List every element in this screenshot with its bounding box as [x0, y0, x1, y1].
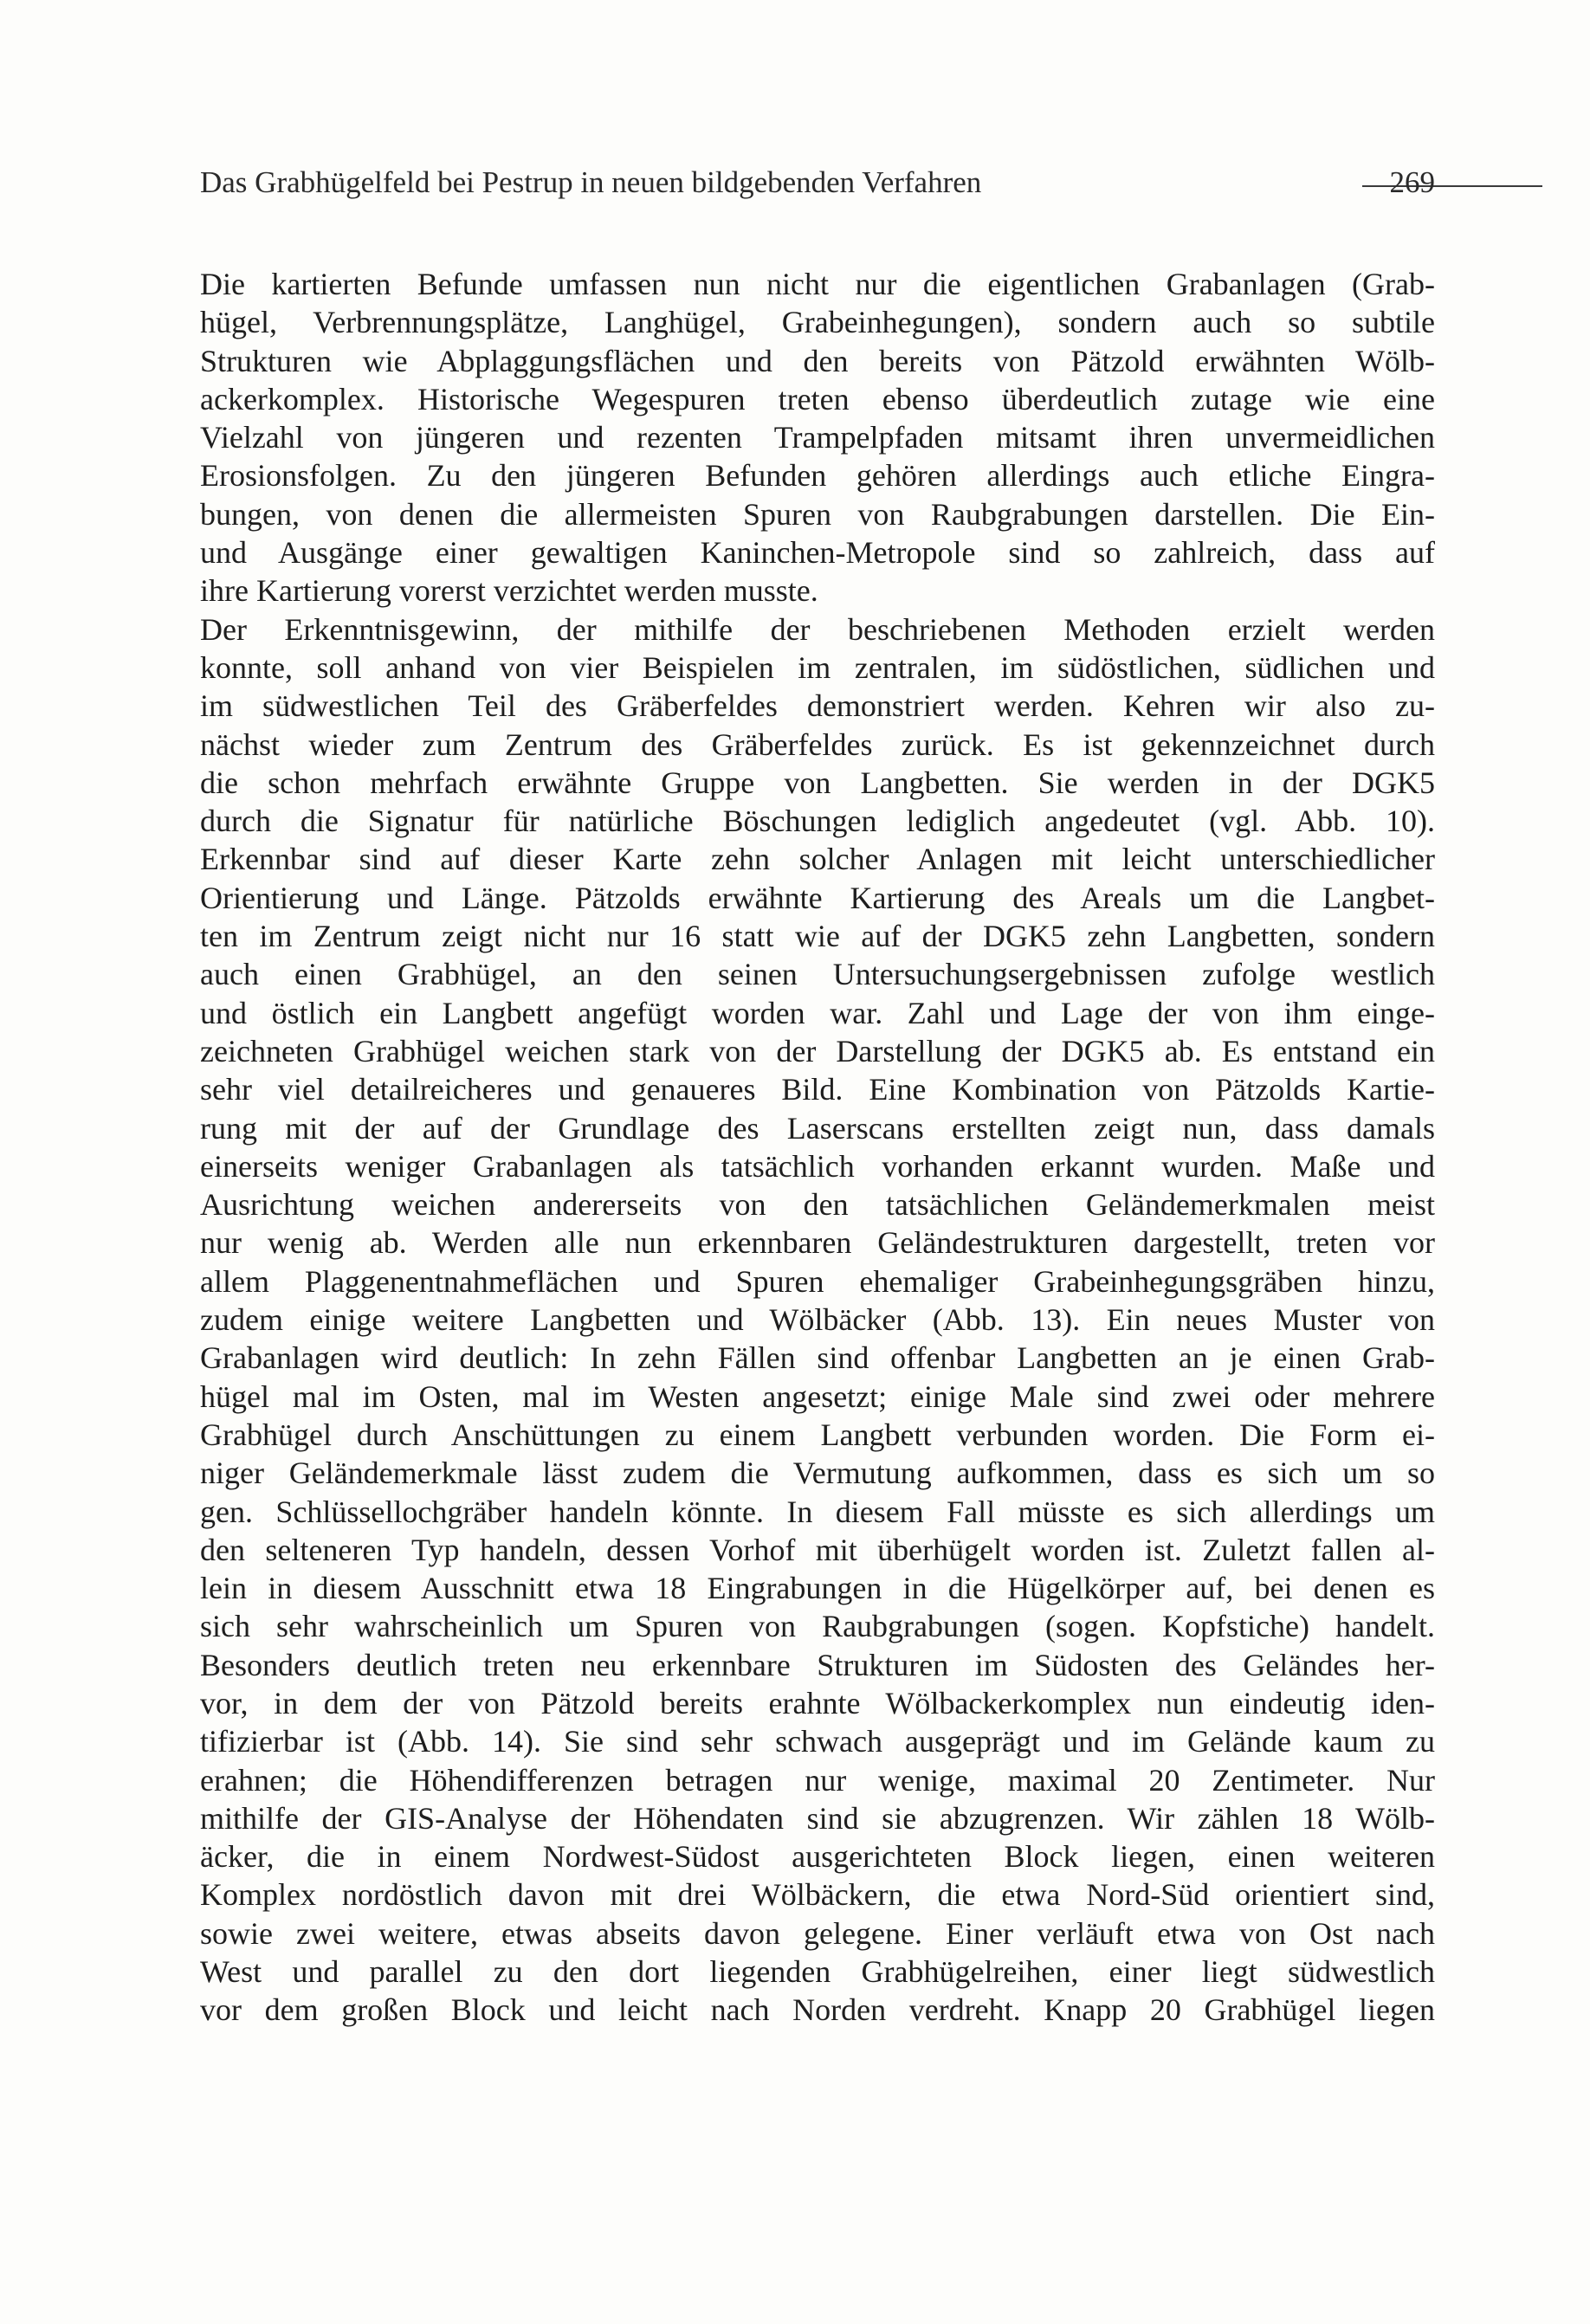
running-title: Das Grabhügelfeld bei Pestrup in neuen bildgebenden Verfahren — [200, 165, 982, 199]
text-line: Vielzahl von jüngeren und rezenten Trampelpfaden mitsamt ihren unvermeidlichen — [200, 420, 1435, 455]
text-line: tifizierbar ist (Abb. 14). Sie sind sehr schwach ausgeprägt und im Gelände kaum zu — [200, 1724, 1435, 1759]
text-line: vor dem großen Block und leicht nach Norden verdreht. Knapp 20 Grabhügel liegen — [200, 1992, 1435, 2028]
text-line: gen. Schlüssellochgräber handeln könnte. In diesem Fall müsste es sich allerdings um — [200, 1494, 1435, 1529]
text-line: West und parallel zu den dort liegenden Grabhügelreihen, einer liegt südwestlich — [200, 1954, 1435, 1990]
text-line: zeichneten Grabhügel weichen stark von der Darstellung der DGK5 ab. Es entstand ein — [200, 1033, 1435, 1068]
text-line: niger Geländemerkmale lässt zudem die Vermutung aufkommen, dass es sich um so — [200, 1456, 1435, 1491]
text-line: Besonders deutlich treten neu erkennbare Strukturen im Südosten des Geländes her- — [200, 1647, 1435, 1682]
text-line: allem Plaggenentnahmeflächen und Spuren ehemaliger Grabeinhegungsgräben hinzu, — [200, 1263, 1435, 1299]
text-line: ihre Kartierung vorerst verzichtet werden musste. — [200, 573, 818, 609]
text-line: und Ausgänge einer gewaltigen Kaninchen-Metropole sind so zahlreich, dass auf — [200, 535, 1435, 571]
paragraph-1 — [200, 265, 1435, 610]
text-line: konnte, soll anhand von vier Beispielen im zentralen, im südöstlichen, südlichen und — [200, 649, 1435, 685]
text-line: vor, in dem der von Pätzold bereits erahnte Wölbackerkomplex nun eindeutig iden- — [200, 1685, 1435, 1720]
text-line: bungen, von denen die allermeisten Spuren von Raubgrabungen darstellen. Die Ein- — [200, 496, 1435, 532]
text-line: ackerkomplex. Historische Wegespuren treten ebenso überdeutlich zutage wie eine — [200, 381, 1435, 416]
text-line: erahnen; die Höhendifferenzen betragen nur wenige, maximal 20 Zentimeter. Nur — [200, 1762, 1435, 1798]
text-line: mithilfe der GIS-Analyse der Höhendaten sind sie abzugrenzen. Wir zählen 18 Wölb- — [200, 1800, 1435, 1836]
body-text — [200, 265, 1435, 2030]
running-header — [200, 161, 1435, 204]
text-line: Erosionsfolgen. Zu den jüngeren Befunden gehören allerdings auch etliche Eingra- — [200, 458, 1435, 494]
text-line: Ausrichtung weichen andererseits von den tatsächlichen Geländemerkmalen meist — [200, 1187, 1435, 1223]
text-line: Strukturen wie Abplaggungsflächen und den bereits von Pätzold erwähnten Wölb- — [200, 343, 1435, 378]
text-line: und östlich ein Langbett angefügt worden war. Zahl und Lage der von ihm einge- — [200, 995, 1435, 1030]
text-line: Grabhügel durch Anschüttungen zu einem Langbett verbunden worden. Die Form ei- — [200, 1417, 1435, 1452]
text-line: auch einen Grabhügel, an den seinen Untersuchungsergebnissen zufolge westlich — [200, 957, 1435, 992]
text-line: einerseits weniger Grabanlagen als tatsächlich vorhanden erkannt wurden. Maße und — [200, 1148, 1435, 1184]
paragraph-2 — [200, 610, 1435, 2030]
text-line: zudem einige weitere Langbetten und Wölbäcker (Abb. 13). Ein neues Muster von — [200, 1302, 1435, 1338]
text-line: im südwestlichen Teil des Gräberfeldes demonstriert werden. Kehren wir also zu- — [200, 688, 1435, 724]
text-line: Erkennbar sind auf dieser Karte zehn solcher Anlagen mit leicht unterschiedlicher — [200, 842, 1435, 877]
text-line: hügel mal im Osten, mal im Westen angesetzt; einige Male sind zwei oder mehrere — [200, 1378, 1435, 1414]
page-number: 269 — [1389, 165, 1435, 199]
text-line: den selteneren Typ handeln, dessen Vorhof mit überhügelt worden ist. Zuletzt fallen al- — [200, 1532, 1435, 1567]
text-line: sehr viel detailreicheres und genaueres Bild. Eine Kombination von Pätzolds Kartie- — [200, 1072, 1435, 1107]
text-line: nur wenig ab. Werden alle nun erkennbaren Geländestrukturen dargestellt, treten vor — [200, 1225, 1435, 1261]
text-line: sowie zwei weitere, etwas abseits davon gelegene. Einer verläuft etwa von Ost nach — [200, 1915, 1435, 1951]
text-line: Orientierung und Länge. Pätzolds erwähnte Kartierung des Areals um die Langbet- — [200, 880, 1435, 915]
text-line: Die kartierten Befunde umfassen nun nicht nur die eigentlichen Grabanlagen (Grab- — [200, 267, 1435, 301]
text-line: hügel, Verbrennungsplätze, Langhügel, Grabeinhegungen), sondern auch so subtile — [200, 305, 1435, 340]
text-line: sich sehr wahrscheinlich um Spuren von Raubgrabungen (sogen. Kopfstiche) handelt. — [200, 1609, 1435, 1644]
text-line: die schon mehrfach erwähnte Gruppe von Langbetten. Sie werden in der DGK5 — [200, 765, 1435, 800]
text-line: äcker, die in einem Nordwest-Südost ausgerichteten Block liegen, einen weiteren — [200, 1839, 1435, 1875]
text-line: durch die Signatur für natürliche Böschungen lediglich angedeutet (vgl. Abb. 10). — [200, 804, 1435, 839]
text-line: Grabanlagen wird deutlich: In zehn Fällen sind offenbar Langbetten an je einen Grab- — [200, 1340, 1435, 1376]
text-line: Komplex nordöstlich davon mit drei Wölbäckern, die etwa Nord-Süd orientiert sind, — [200, 1877, 1435, 1913]
text-line: lein in diesem Ausschnitt etwa 18 Eingrabungen in die Hügelkörper auf, bei denen es — [200, 1571, 1435, 1606]
text-line: rung mit der auf der Grundlage des Laserscans erstellten zeigt nun, dass damals — [200, 1110, 1435, 1146]
text-line: Der Erkenntnisgewinn, der mithilfe der beschriebenen Methoden erzielt werden — [200, 611, 1435, 647]
text-line: ten im Zentrum zeigt nicht nur 16 statt wie auf der DGK5 zehn Langbetten, sondern — [200, 919, 1435, 954]
text-line: nächst wieder zum Zentrum des Gräberfeldes zurück. Es ist gekennzeichnet durch — [200, 726, 1435, 762]
